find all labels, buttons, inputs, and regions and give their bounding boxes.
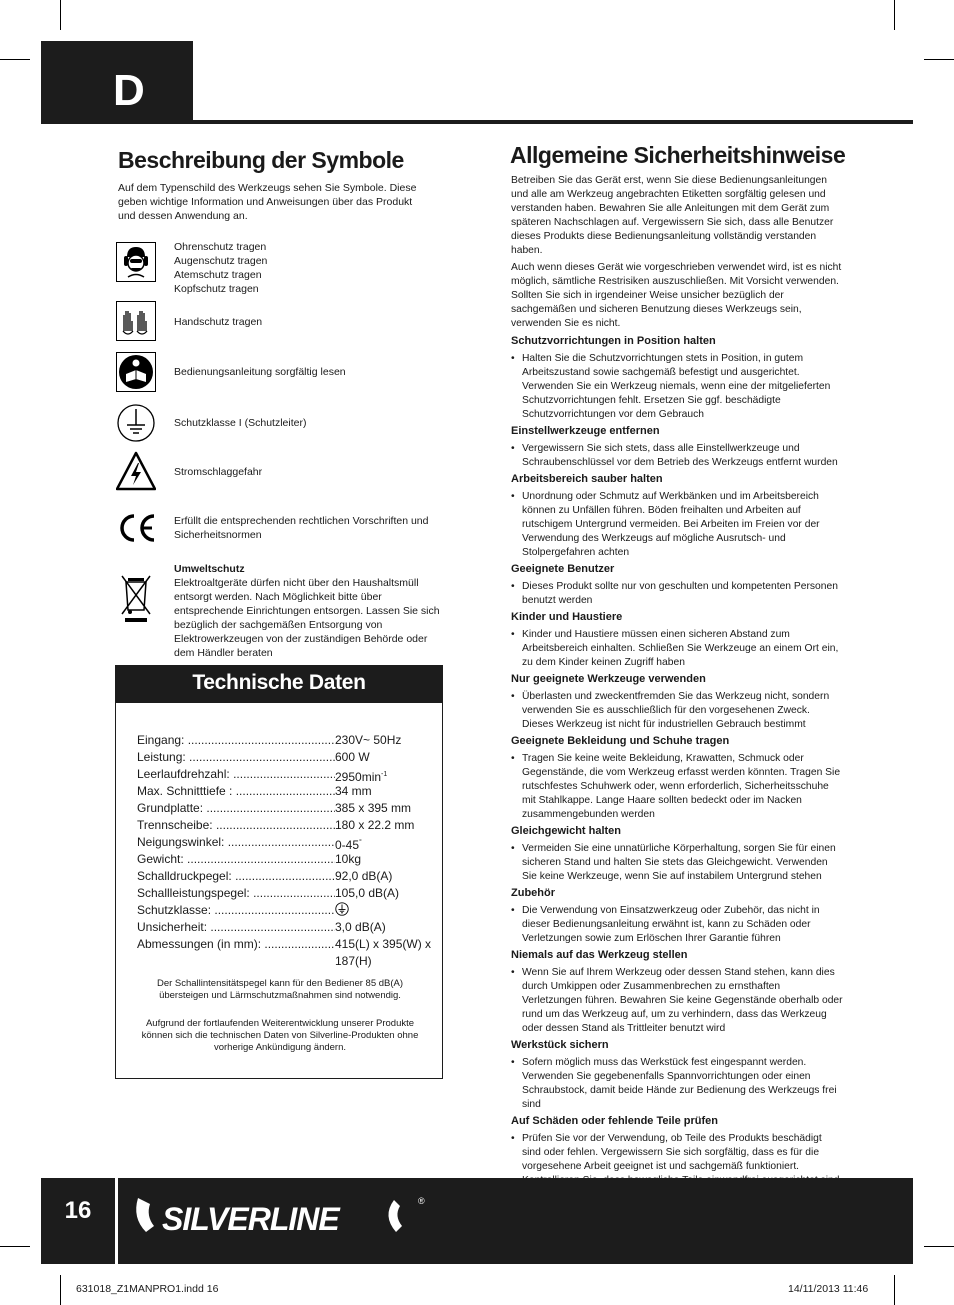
tech-data-box bbox=[115, 703, 443, 1079]
earth-ground-icon bbox=[116, 403, 156, 443]
header-rule bbox=[41, 120, 913, 124]
symbol-text-line: Augenschutz tragen bbox=[174, 255, 268, 267]
spec-list bbox=[137, 732, 437, 970]
crop-mark bbox=[894, 0, 895, 30]
safety-heading: Auf Schäden oder fehlende Teile prüfen bbox=[511, 1115, 718, 1127]
spec-label: Schalldruckpegel: ..... bbox=[137, 868, 335, 885]
silverline-logo bbox=[132, 1188, 432, 1253]
tech-data-header bbox=[115, 665, 443, 703]
spec-row bbox=[137, 902, 437, 919]
symbol-text-line: Handschutz tragen bbox=[174, 316, 263, 328]
symbol-heading: Umweltschutz bbox=[174, 563, 245, 575]
spec-row bbox=[137, 749, 437, 766]
safety-bullet: • Dieses Produkt sollte nur von geschulten und kompetenten Personen benutzt werden bbox=[511, 580, 843, 608]
spec-label: Max. Schnitttiefe : ..... bbox=[137, 783, 335, 800]
symbol-text-line: Bedienungsanleitung sorgfältig lesen bbox=[174, 366, 346, 378]
safety-heading: Schutzvorrichtungen in Position halten bbox=[511, 335, 716, 347]
spec-row bbox=[137, 817, 437, 834]
spec-row bbox=[137, 919, 437, 936]
symbols-intro: Auf dem Typenschild des Werkzeugs sehen Sie Symbole. Diese geben wichtige Information und Anweisungen über das Produkt und dessen Anwendung an. bbox=[118, 182, 417, 222]
safety-heading: Arbeitsbereich sauber halten bbox=[511, 473, 663, 485]
safety-bullet: • Vermeiden Sie eine unnatürliche Körperhaltung, sorgen Sie für einen sicheren Stand und halten Sie stets das Gleichgewicht. Verwenden Sie keine Werkzeuge, wenn Sie auf instabilem Untergrund stehen bbox=[511, 842, 843, 884]
spec-value: 415(L) x 395(W) x 187(H) bbox=[335, 937, 432, 968]
safety-heading: Geeignete Bekleidung und Schuhe tragen bbox=[511, 735, 730, 747]
safety-bullet: • Prüfen Sie vor der Verwendung, ob Teile des Produkts beschädigt sind oder fehlen. Vergewissern Sie sich sorgfältig, dass es für die vorgesehene Arbeit geeignet ist und sachgemäß funktioniert. bbox=[511, 1132, 843, 1244]
spec-row bbox=[137, 732, 437, 749]
safety-heading: Niemals auf das Werkzeug stellen bbox=[511, 949, 688, 961]
crop-mark bbox=[0, 1246, 30, 1247]
symbol-text-line: Erfüllt die entsprechenden rechtlichen Vorschriften und Sicherheitsnormen bbox=[174, 515, 429, 541]
safety-title: Allgemeine Sicherheitshinweise bbox=[510, 142, 846, 168]
spec-value: 230V~ 50Hz bbox=[335, 733, 402, 747]
spec-value: 385 x 395 mm bbox=[335, 801, 412, 815]
gloves-icon bbox=[116, 301, 156, 341]
tech-note-noise: Der Schallintensitätspegel kann für den Bediener 85 dB(A) übersteigen und Lärmschutzmaßnahmen sind notwendig. bbox=[156, 978, 404, 1001]
symbol-text-line: Schutzklasse I (Schutzleiter) bbox=[174, 417, 307, 429]
safety-heading: Nur geeignete Werkzeuge verwenden bbox=[511, 673, 706, 685]
page-number: 16 bbox=[64, 1197, 92, 1224]
safety-heading: Einstellwerkzeuge entfernen bbox=[511, 425, 660, 437]
read-manual-icon bbox=[116, 352, 156, 392]
spec-row bbox=[137, 936, 437, 970]
symbol-text-line: Ohrenschutz tragen bbox=[174, 241, 267, 253]
spec-value: 2950min bbox=[335, 770, 382, 784]
safety-heading: Zubehör bbox=[511, 887, 555, 899]
spec-value: 105,0 dB(A) bbox=[335, 886, 400, 900]
crop-mark bbox=[0, 59, 30, 60]
spec-value-sup: -1 bbox=[381, 771, 388, 778]
spec-label: Grundplatte: ..... bbox=[137, 800, 335, 817]
safety-bullet: • Kinder und Haustiere müssen einen sicheren Abstand zum Arbeitsbereich einhalten. Schließen Sie Werkzeuge an einem Ort ein, zu dem Kinder keinen Zugriff haben bbox=[511, 628, 843, 670]
spec-label: Trennscheibe: ..... bbox=[137, 817, 335, 834]
spec-row bbox=[137, 834, 437, 851]
spec-label: Neigungswinkel: ..... bbox=[137, 834, 335, 851]
spec-value: 180 x 22.2 mm bbox=[335, 818, 415, 832]
safety-bullet: • Unordnung oder Schmutz auf Werkbänken und im Arbeitsbereich können zu Unfällen führen. Böden freihalten und Arbeiten auf rutschigem Untergrund vermeiden. Bei Arbeiten im Freien vor der Verwendung des Werkzeugs auf mögliche Ausrutsch- und Stolpergefahren achten bbox=[511, 490, 843, 560]
spec-row bbox=[137, 783, 437, 800]
slug-date: 14/11/2013 11:46 bbox=[788, 1283, 869, 1295]
crop-mark bbox=[894, 1275, 895, 1305]
language-tab bbox=[41, 41, 193, 123]
safety-bullet: • Die Verwendung von Einsatzwerkzeug oder Zubehör, das nicht in dieser Bedienungsanleitung erwähnt ist, kann zu Schäden oder Verletzungen sowie zum Erlöschen Ihrer Garantie führen bbox=[511, 904, 843, 946]
symbol-text-line: Atemschutz tragen bbox=[174, 269, 262, 281]
spec-value: 10kg bbox=[335, 852, 362, 866]
safety-heading: Kinder und Haustiere bbox=[511, 611, 623, 623]
spec-value: 34 mm bbox=[335, 784, 372, 798]
spec-label: Leerlaufdrehzahl: ..... bbox=[137, 766, 335, 783]
spec-label: Gewicht: ..... bbox=[137, 851, 335, 868]
symbol-text-line: Stromschlaggefahr bbox=[174, 466, 263, 478]
safety-bullet: • Sofern möglich muss das Werkstück fest eingespannt werden. Verwenden Sie gegebenenfalls Spannvorrichtungen oder einen Schraubstock, damit beide Hände zur Bedienung des Werkzeugs frei sind bbox=[511, 1056, 843, 1112]
tech-note-changes: Aufgrund der fortlaufenden Weiterentwicklung unserer Produkte können sich die technischen Daten von Silverline-Produkten ohne vorherige Ankündigung ändern. bbox=[141, 1018, 419, 1053]
spec-row bbox=[137, 800, 437, 817]
crop-mark bbox=[924, 1246, 954, 1247]
registered-mark: ® bbox=[418, 1196, 425, 1206]
safety-column bbox=[511, 174, 843, 1246]
footer-divider bbox=[115, 1178, 118, 1264]
symbol-text-line: Elektroaltgeräte dürfen nicht über den Haushaltsmüll entsorgt werden. Nach Möglichkeit bitte über entsprechende Einrichtungen entsorgen. Lassen Sie sich bezüglich der sachgemäßen Entsorgung von Elektrowerkzeugen von der zuständigen Behörde oder dem Händler beraten bbox=[174, 577, 440, 659]
spec-row bbox=[137, 885, 437, 902]
earth-ground-icon bbox=[335, 902, 349, 916]
safety-bullet: • Vergewissern Sie sich stets, dass alle Einstellwerkzeuge und Schraubenschlüssel vor dem Betrieb des Werkzeugs entfernt wurden bbox=[511, 442, 843, 470]
spec-row bbox=[137, 766, 437, 783]
spec-label: Unsicherheit: ..... bbox=[137, 919, 335, 936]
safety-bullet: • Tragen Sie keine weite Bekleidung, Krawatten, Schmuck oder Gegenstände, die vom Werkzeug erfasst werden könnten. Tragen Sie rutschfestes Schuhwerk oder, wenn erforderlich, Sicherheitsschuhe mit Stahlkappe. Lange Haare sollten bedeckt oder im Nacken zusammengebunden werden bbox=[511, 752, 843, 822]
spec-row bbox=[137, 868, 437, 885]
slug-file: 631018_Z1MANPRO1.indd 16 bbox=[76, 1283, 219, 1295]
spec-value: 92,0 dB(A) bbox=[335, 869, 393, 883]
weee-bin-icon bbox=[116, 572, 156, 624]
symbols-title: Beschreibung der Symbole bbox=[118, 147, 404, 173]
brand-text: SILVERLINE bbox=[162, 1201, 339, 1237]
symbol-text-line: Kopfschutz tragen bbox=[174, 283, 259, 295]
language-tab-letter: D bbox=[113, 66, 145, 115]
spec-label: Abmessungen (in mm): ..... bbox=[137, 936, 335, 970]
electric-hazard-icon bbox=[116, 451, 156, 491]
crop-mark bbox=[924, 59, 954, 60]
tech-data-title: Technische Daten bbox=[192, 671, 366, 694]
safety-heading: Werkstück sichern bbox=[511, 1039, 609, 1051]
safety-intro: Betreiben Sie das Gerät erst, wenn Sie diese Bedienungsanleitungen und alle am Werkzeug angebrachten Etiketten sorgfältig gelesen und verstanden haben. Bewahren Sie alle Anleitungen mit dem Gerät zum späteren Nachschlagen auf. Vergewissern Sie sich, dass alle Benutzer dieses Produkts diese Bedienungsanleitung vollständig verstanden haben. bbox=[511, 175, 834, 256]
crop-mark bbox=[60, 1275, 61, 1305]
safety-intro: Auch wenn dieses Gerät wie vorgeschrieben verwendet wird, ist es nicht möglich, sämtliche Restrisiken auszuschließen. Mit Vorsicht verwenden. Sollten Sie sich in irgendeiner Weise unsicher bezüglich der sachgemäßen und sicheren Benutzung dieses Werkzeugs sein, verwenden Sie es nicht. bbox=[511, 262, 842, 329]
safety-bullet: • Halten Sie die Schutzvorrichtungen stets in Position, in gutem Arbeitszustand sowie sachgemäß befestigt und ausgerichtet. Verwenden Sie ein Werkzeug niemals, wenn eine der mitgelieferten Schutzvorrichtungen fehlt. Ersetzen Sie ggf. beschädigte Schutzvorrichtungen vor dem Gebrauch bbox=[511, 352, 843, 422]
crop-mark bbox=[60, 0, 61, 30]
spec-value: 0-45 bbox=[335, 838, 360, 852]
spec-row bbox=[137, 851, 437, 868]
spec-value-sup: ° bbox=[359, 839, 362, 846]
spec-value: 3,0 dB(A) bbox=[335, 920, 386, 934]
safety-bullet: • Überlasten und zweckentfremden Sie das Werkzeug nicht, sondern verwenden Sie es ausschließlich für den vorgesehenen Zweck. Dieses Werkzeug ist nicht für industriellen Gebrauch bestimmt bbox=[511, 690, 843, 732]
safety-heading: Gleichgewicht halten bbox=[511, 825, 622, 837]
spec-label: Schutzklasse: ..... bbox=[137, 902, 335, 919]
ce-mark-icon bbox=[116, 508, 156, 548]
spec-label: Schallleistungspegel: ..... bbox=[137, 885, 335, 902]
safety-heading: Geeignete Benutzer bbox=[511, 563, 615, 575]
spec-label: Eingang: ..... bbox=[137, 732, 335, 749]
spec-value: 600 W bbox=[335, 750, 370, 764]
ppe-icon bbox=[116, 242, 156, 282]
spec-label: Leistung: ..... bbox=[137, 749, 335, 766]
safety-bullet: • Wenn Sie auf Ihrem Werkzeug oder dessen Stand stehen, kann dies durch Umkippen oder Zusammenbrechen zu ernsthaften Verletzungen führen. Bewahren Sie keine Gegenstände oberhalb oder rund um das Werkzeug auf, um zu verhindern, dass das Werkzeug oder dessen Stand als Trittleiter benutzt wird bbox=[511, 966, 843, 1036]
